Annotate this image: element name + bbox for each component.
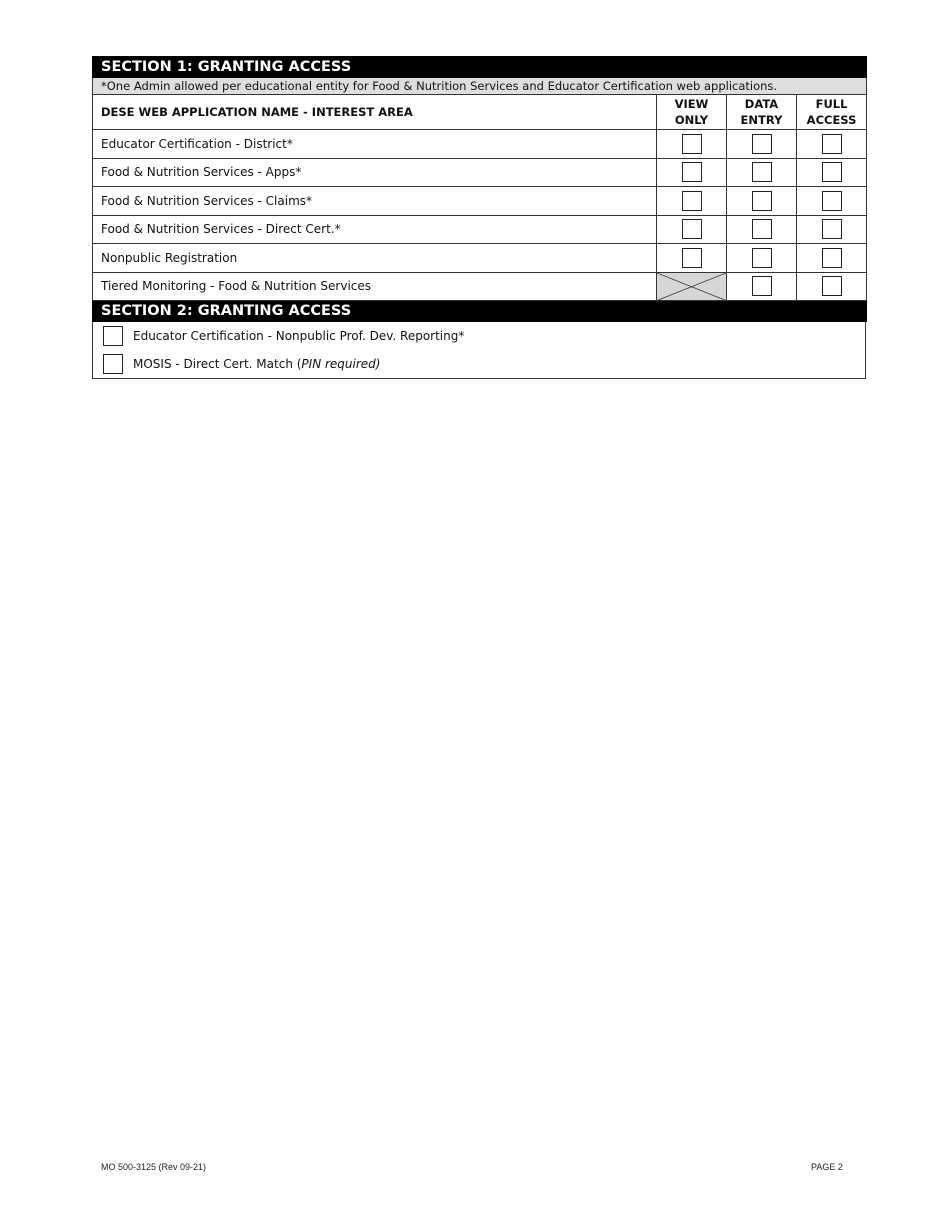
full-access-checkbox[interactable] [822, 248, 842, 268]
column-header-full-line1: FULL [815, 97, 848, 111]
data-entry-checkbox[interactable] [752, 248, 772, 268]
data-entry-checkbox[interactable] [752, 219, 772, 239]
access-form [92, 56, 866, 379]
column-header-view-only [657, 95, 727, 130]
section2-item-label [133, 357, 380, 371]
view-only-checkbox[interactable] [682, 134, 702, 154]
form-number: MO 500-3125 (Rev 09-21) [101, 1162, 207, 1172]
mosis-label-main: MOSIS - Direct Cert. Match ( [133, 357, 302, 371]
section1-header [93, 57, 867, 78]
table-row [93, 215, 867, 244]
view-only-checkbox[interactable] [682, 191, 702, 211]
table-row [93, 187, 867, 216]
full-access-checkbox[interactable] [822, 219, 842, 239]
data-entry-checkbox[interactable] [752, 134, 772, 154]
column-header-data-line2: ENTRY [740, 113, 783, 127]
column-header-data-entry [727, 95, 797, 130]
full-access-checkbox[interactable] [822, 162, 842, 182]
column-header-app-name: DESE WEB APPLICATION NAME - INTEREST AREA [93, 95, 657, 130]
column-header-view-line1: VIEW [674, 97, 709, 111]
section2-title: SECTION 2: GRANTING ACCESS [93, 301, 867, 322]
column-header-full-access [797, 95, 867, 130]
section1-note-row [93, 78, 867, 95]
mosis-label-italic: PIN required) [301, 357, 381, 371]
section2-header [93, 301, 867, 322]
page-number: PAGE 2 [811, 1162, 843, 1172]
full-access-checkbox[interactable] [822, 191, 842, 211]
table-row [93, 244, 867, 273]
column-header-data-line1: DATA [744, 97, 779, 111]
section2-body [92, 322, 866, 379]
full-access-checkbox[interactable] [822, 134, 842, 154]
data-entry-checkbox[interactable] [752, 162, 772, 182]
list-item [93, 350, 865, 378]
view-only-checkbox[interactable] [682, 162, 702, 182]
list-item [93, 322, 865, 350]
column-header-row [93, 95, 867, 130]
app-name: Food & Nutrition Services - Direct Cert.* [93, 215, 657, 244]
column-header-full-line2: ACCESS [806, 113, 857, 127]
section1-table [92, 56, 867, 322]
data-entry-checkbox[interactable] [752, 276, 772, 296]
section1-title: SECTION 1: GRANTING ACCESS [93, 57, 867, 78]
data-entry-checkbox[interactable] [752, 191, 772, 211]
table-row [93, 158, 867, 187]
app-name: Food & Nutrition Services - Claims* [93, 187, 657, 216]
app-name: Nonpublic Registration [93, 244, 657, 273]
app-name: Food & Nutrition Services - Apps* [93, 158, 657, 187]
app-name: Tiered Monitoring - Food & Nutrition Services [93, 272, 657, 301]
cross-out-icon [657, 273, 726, 301]
view-only-unavailable [657, 272, 727, 301]
section2-checkbox[interactable] [103, 326, 123, 346]
section2-item-label: Educator Certification - Nonpublic Prof. Dev. Reporting* [133, 329, 465, 343]
app-name: Educator Certification - District* [93, 130, 657, 159]
full-access-checkbox[interactable] [822, 276, 842, 296]
view-only-checkbox[interactable] [682, 219, 702, 239]
table-row [93, 130, 867, 159]
section2-checkbox[interactable] [103, 354, 123, 374]
view-only-checkbox[interactable] [682, 248, 702, 268]
table-row [93, 272, 867, 301]
column-header-view-line2: ONLY [674, 113, 709, 127]
section1-note: *One Admin allowed per educational entity for Food & Nutrition Services and Educator Certification web applications. [93, 78, 867, 95]
